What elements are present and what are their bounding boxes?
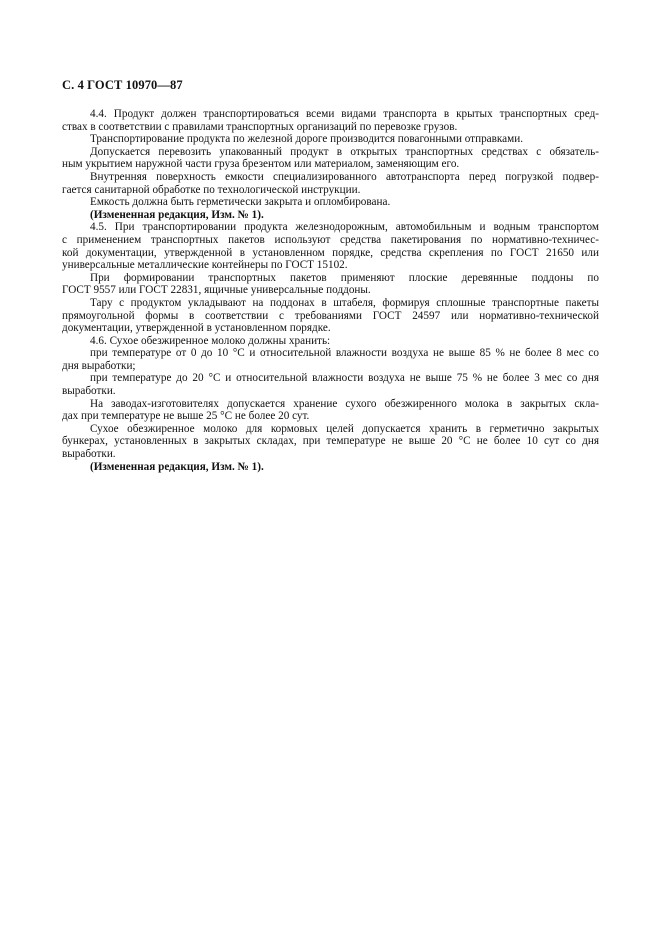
text-line: универсальные металлические контейнеры по ГОСТ 15102. xyxy=(62,259,348,272)
text-line: выработки. xyxy=(62,448,116,461)
text-line: с применением транспортных пакетов используют средства пакетирования по нормативно-техничес- xyxy=(62,233,599,246)
text-line: при температуре до 20 °С и относительной влажности воздуха не выше 75 % не более 3 мес со дня xyxy=(90,372,599,385)
text-line: ствах в соответствии с правилами транспортных организаций по перевозке грузов. xyxy=(62,120,458,133)
text-line: Тару с продуктом укладывают на поддонах в штабеля, формируя сплошные транспортные пакеты xyxy=(90,296,599,309)
text-line: документации, утвержденной в установленном порядке. xyxy=(62,322,331,335)
text-line: выработки. xyxy=(62,385,116,398)
text-line: 4.4. Продукт должен транспортироваться всеми видами транспорта в крытых транспортных сред- xyxy=(90,108,599,120)
text-line: 4.5. При транспортировании продукта железнодорожным, автомобильным и водным транспортом xyxy=(90,221,599,234)
text-line: Сухое обезжиренное молоко для кормовых целей допускается хранить в герметично закрытых xyxy=(90,422,599,435)
text-line: При формировании транспортных пакетов применяют плоские деревянные поддоны по xyxy=(90,271,599,284)
text-line: дах при температуре не выше 25 °С не более 20 сут. xyxy=(62,410,310,423)
text-line: Транспортирование продукта по железной дороге производится повагонными отправками. xyxy=(90,133,523,146)
text-line: Емкость должна быть герметически закрыта и опломбирована. xyxy=(90,196,391,209)
text-line: Внутренняя поверхность емкости специализированного автотранспорта перед погрузкой подвер- xyxy=(90,170,599,183)
text-line: ным укрытием наружной части груза брезентом или материалом, заменяющим его. xyxy=(62,158,460,171)
text-line: бункерах, установленных в закрытых складах, при температуре не выше 20 °С не более 10 сут со дня xyxy=(62,435,599,448)
document-body xyxy=(62,108,599,473)
text-line: На заводах-изготовителях допускается хранение сухого обезжиренного молока в закрытых скла- xyxy=(90,397,599,410)
text-line: 4.6. Сухое обезжиренное молоко должны хранить: xyxy=(90,334,331,347)
amendment-note: (Измененная редакция, Изм. № 1). xyxy=(90,460,264,473)
text-line: прямоугольной формы в соответствии с требованиями ГОСТ 24597 или нормативно-технической xyxy=(62,309,599,322)
page-header: С. 4 ГОСТ 10970—87 xyxy=(62,78,183,92)
text-line: гается санитарной обработке по технологической инструкции. xyxy=(62,183,361,196)
text-line: дня выработки; xyxy=(62,359,136,372)
text-line: кой документации, утвержденной в установленном порядке, средства скрепления по ГОСТ 21650 или xyxy=(62,246,599,259)
amendment-note: (Измененная редакция, Изм. № 1). xyxy=(90,208,264,221)
text-line: при температуре от 0 до 10 °С и относительной влажности воздуха не выше 85 % не более 8 мес со xyxy=(90,347,599,360)
text-line: ГОСТ 9557 или ГОСТ 22831, ящичные универсальные поддоны. xyxy=(62,284,371,297)
text-line: Допускается перевозить упакованный продукт в открытых транспортных средствах с обязатель- xyxy=(90,145,599,158)
